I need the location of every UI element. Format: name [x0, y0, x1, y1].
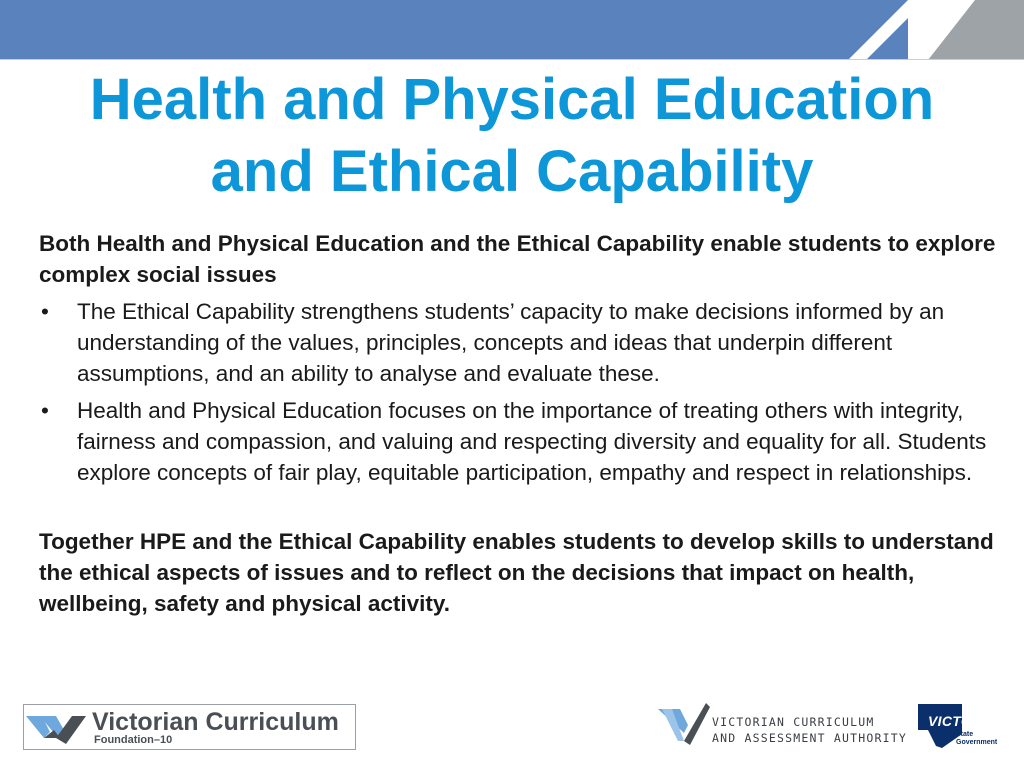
- victoria-sub-line-1: State: [956, 731, 974, 738]
- slide-title: [0, 64, 1024, 208]
- vcaa-line-2: AND ASSESSMENT AUTHORITY: [712, 731, 907, 745]
- victoria-sub-line-2: Government: [956, 739, 998, 746]
- vc-logo-name: Victorian Curriculum: [92, 708, 339, 736]
- list-item: [39, 395, 999, 488]
- intro-paragraph: Both Health and Physical Education and the Ethical Capability enable students to explore complex social issues: [39, 231, 996, 287]
- bullet-list: [39, 296, 999, 488]
- title-line-2: and Ethical Capability: [210, 139, 814, 204]
- banner-blue-band: [0, 0, 908, 60]
- title-line-1: Health and Physical Education: [89, 67, 935, 132]
- closing-paragraph: Together HPE and the Ethical Capability enables students to develop skills to understand the ethical aspects of issues and to reflect on the decisions that impact on health, wellbeing, safety and physical activity.: [39, 529, 994, 616]
- victoria-subtitle: [956, 731, 997, 747]
- victoria-state-government-logo: [914, 700, 1006, 752]
- victoria-wordmark: VICTORIA: [928, 713, 998, 729]
- bullet-text: Health and Physical Education focuses on the importance of treating others with integrity, fairness and compassion, and valuing and respecting diversity and equality for all. Students explore concepts of fair play, equitable participation, empathy and respect in relationships.: [77, 398, 987, 485]
- slide-body: [39, 228, 999, 642]
- vc-chevron-icon: [26, 708, 88, 748]
- vcaa-wordmark: [712, 714, 907, 746]
- vcaa-line-1: VICTORIAN CURRICULUM: [712, 715, 875, 729]
- bullet-marker: •: [41, 299, 49, 324]
- top-banner: [0, 0, 1024, 60]
- vcaa-logo: [658, 700, 907, 750]
- victorian-curriculum-logo: [23, 704, 356, 750]
- bullet-marker: •: [41, 398, 49, 423]
- bullet-text: The Ethical Capability strengthens students’ capacity to make decisions informed by an understanding of the values, principles, concepts and ideas that underpin different assumptions, and an ability to analyse and evaluate these.: [77, 299, 945, 386]
- list-item: [39, 296, 999, 389]
- banner-grey-stripe: [928, 0, 1024, 60]
- vcaa-emblem-icon: [658, 701, 710, 749]
- vc-logo-sub: Foundation–10: [94, 734, 173, 746]
